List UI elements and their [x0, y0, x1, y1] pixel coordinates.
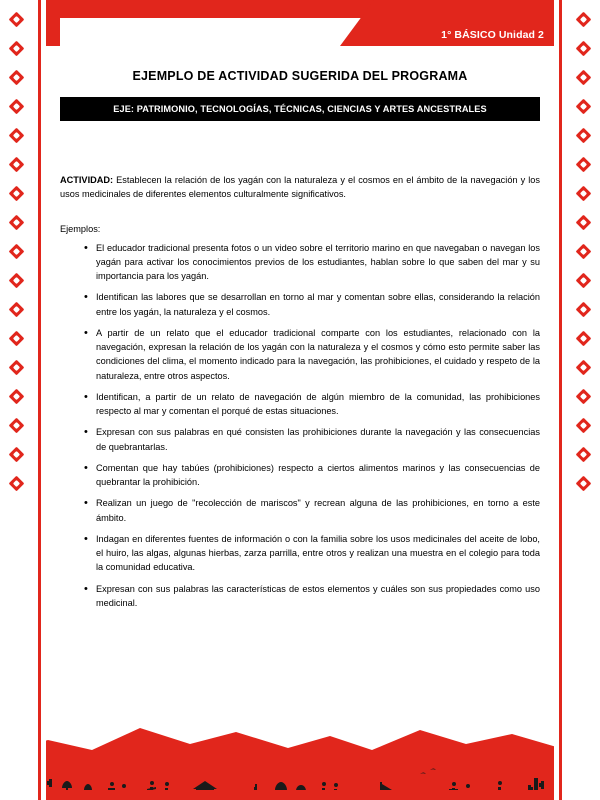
diamond-icon	[9, 41, 25, 57]
diamond-icon	[576, 70, 592, 86]
diamond-icon	[9, 244, 25, 260]
list-item: • El educador tradicional presenta fotos o un video sobre el territorio marino en que navegaban o navegan los yagán para activar los conocimientos previos de los estudiantes, hablan sobre lo que saben del mar y su importancia para los yagán.	[84, 241, 540, 284]
diamond-icon	[576, 128, 592, 144]
left-border-band	[0, 0, 46, 800]
diamond-icon	[576, 186, 592, 202]
diamond-icon	[576, 215, 592, 231]
diamond-icon	[576, 99, 592, 115]
document-body	[60, 60, 540, 617]
diamond-icon	[576, 476, 592, 492]
diamond-icon	[9, 447, 25, 463]
diamond-icon	[576, 418, 592, 434]
diamond-icon	[9, 128, 25, 144]
activity-paragraph	[60, 173, 540, 202]
activity-text: Establecen la relación de los yagán con la naturaleza y el cosmos en el ámbito de la navegación y los usos medicinales de diferentes elementos culturalmente significativos.	[60, 175, 540, 200]
diamond-icon	[9, 12, 25, 28]
footer-illustration	[0, 710, 600, 800]
page-title: EJEMPLO DE ACTIVIDAD SUGERIDA DEL PROGRAMA	[132, 69, 468, 83]
diamond-icon	[576, 302, 592, 318]
list-item: • Identifican las labores que se desarrollan en torno al mar y comentan sobre ellas, considerando la relación entre los yagán, la naturaleza y el cosmos.	[84, 290, 540, 319]
diamond-icon	[9, 157, 25, 173]
diamond-icon	[9, 418, 25, 434]
eje-banner: EJE: PATRIMONIO, TECNOLOGÍAS, TÉCNICAS, CIENCIAS Y ARTES ANCESTRALES	[60, 97, 540, 121]
diamond-icon	[576, 331, 592, 347]
diamond-icon	[9, 186, 25, 202]
diamond-icon	[576, 41, 592, 57]
right-border-band	[554, 0, 600, 800]
activity-label: ACTIVIDAD:	[60, 175, 114, 185]
diamond-icon	[9, 389, 25, 405]
list-item: • Expresan con sus palabras en qué consisten las prohibiciones durante la navegación y las consecuencias de quebrantarlas.	[84, 425, 540, 454]
left-diamond-column	[11, 14, 22, 489]
list-item: • Expresan con sus palabras las características de estos elementos y cuáles son sus propiedades como uso medicinal.	[84, 582, 540, 611]
unit-label: 1° BÁSICO Unidad 2	[441, 29, 544, 41]
diamond-icon	[9, 476, 25, 492]
diamond-icon	[9, 215, 25, 231]
list-item: • Comentan que hay tabúes (prohibiciones) respecto a ciertos alimentos marinos y las consecuencias de quebrantar la prohibición.	[84, 461, 540, 490]
diamond-icon	[9, 302, 25, 318]
diamond-icon	[9, 99, 25, 115]
diamond-icon	[576, 244, 592, 260]
diamond-icon	[9, 273, 25, 289]
diamond-icon	[9, 70, 25, 86]
diamond-icon	[576, 12, 592, 28]
list-item: • Realizan un juego de "recolección de mariscos" y recrean alguna de las prohibiciones, en torno a este ámbito.	[84, 496, 540, 525]
list-item: • Indagan en diferentes fuentes de información o con la familia sobre los usos medicinales del aceite de lobo, el huiro, las algas, algunas hierbas, zarza parrilla, entre otros y realizan una muestra en el colegio para toda la comunidad educativa.	[84, 532, 540, 575]
diamond-icon	[576, 389, 592, 405]
diamond-icon	[576, 273, 592, 289]
list-item: • A partir de un relato que el educador tradicional comparte con los estudiantes, relacionado con la navegación, expresan la relación de los yagán con la naturaleza y el cosmos y cómo esto permite saber las condiciones del clima, el momento indicado para la navegación, las prohibiciones, el cuidado y respeto de la naturaleza, entre otros aspectos.	[84, 326, 540, 383]
footer-bottom-strip	[0, 790, 600, 800]
examples-list	[60, 241, 540, 611]
diamond-icon	[576, 360, 592, 376]
right-diamond-column	[578, 14, 589, 489]
diamond-icon	[576, 157, 592, 173]
right-border-rule	[559, 0, 562, 800]
diamond-icon	[576, 447, 592, 463]
diamond-icon	[9, 360, 25, 376]
examples-label: Ejemplos:	[60, 223, 101, 234]
left-border-rule	[38, 0, 41, 800]
list-item: • Identifican, a partir de un relato de navegación de algún miembro de la comunidad, las prohibiciones respecto al mar y comentan el porqué de estas situaciones.	[84, 390, 540, 419]
diamond-icon	[9, 331, 25, 347]
